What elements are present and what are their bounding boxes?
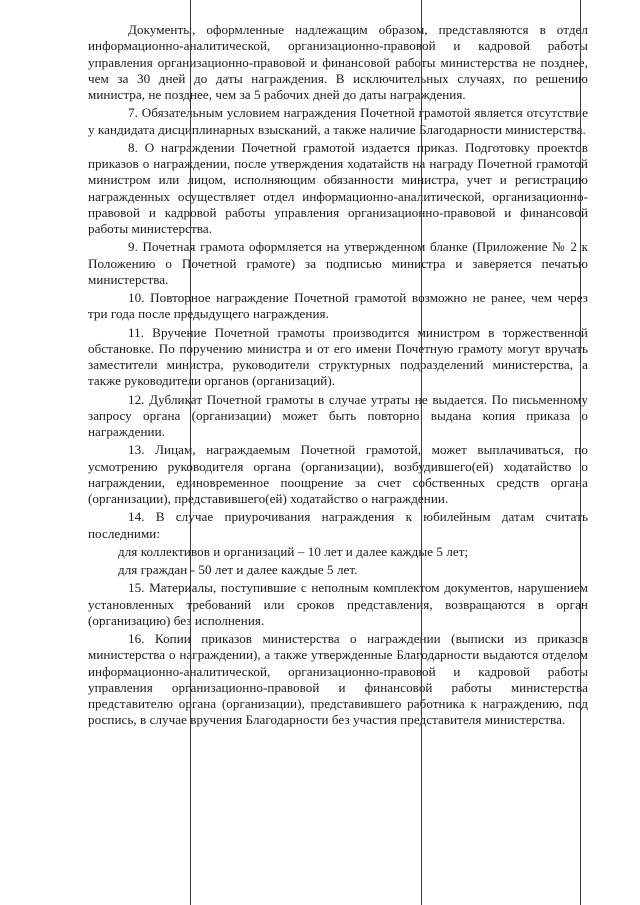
paragraph-8: 8. О награждении Почетной грамотой издается приказ. Подготовку проектов приказов о награждении, после утверждения ходатайств на награду Почетной грамотой министром или лицом, исполняющим обязанности министра, учет и регистрацию награжденных осуществляет отдел информационно-аналитической, организационно-правовой и кадровой работы управления организационно-правовой и финансовой работы министерства. <box>88 139 588 236</box>
scan-fold-line-left <box>190 0 191 905</box>
paragraph-7: 7. Обязательным условием награждения Почетной грамотой является отсутствие у кандидата дисциплинарных взысканий, а также наличие Благодарности министерства. <box>88 105 588 137</box>
paragraph-12: 12. Дубликат Почетной грамоты в случае утраты не выдается. По письменному запросу органа (организации) может быть повторно выдана копия приказа о награждении. <box>88 391 588 439</box>
paragraph-9: 9. Почетная грамота оформляется на утвержденном бланке (Приложение № 2 к Положению о Почетной грамоте) за подписью министра и заверяется печатью министерства. <box>88 239 588 287</box>
paragraph-14: 14. В случае приурочивания награждения к юбилейным датам считать последними: <box>88 509 588 541</box>
paragraph-16: 16. Копии приказов министерства о награждении (выписки из приказов министерства о награждении), а также утвержденные Благодарности выдаются отделом информационно-аналитической, организационно-правовой и кадровой работы управления организационно-правовой и финансовой работы министерства представителю органа (организации), представившего работника к награждению, под роспись, в случае вручения Благодарности без участия представителя министерства. <box>88 631 588 728</box>
scan-fold-line-middle <box>421 0 422 905</box>
paragraph-13: 13. Лицам, награждаемым Почетной грамотой, может выплачиваться, по усмотрению руководителя органа (организации), возбудившего(ей) ходатайство о награждении, единовременное поощрение за счет собственных средств органа (организации), представившего(ей) ходатайство о награждении. <box>88 442 588 506</box>
paragraph-10: 10. Повторное награждение Почетной грамотой возможно не ранее, чем через три года после предыдущего награждения. <box>88 290 588 322</box>
list-item-collectives: для коллективов и организаций – 10 лет и далее каждые 5 лет; <box>118 543 469 559</box>
list-item-citizens: для граждан - 50 лет и далее каждые 5 лет. <box>118 562 358 577</box>
paragraph-11: 11. Вручение Почетной грамоты производится министром в торжественной обстановке. По поручению министра и от его имени Почетную грамоту могут вручать заместители министра, руководители структурных подразделений министерства, а также руководители органов (организаций). <box>88 324 588 389</box>
paragraph-submission-deadline: Документы, оформленные надлежащим образом, представляются в отдел информационно-аналитической, организационно-правовой и кадровой работы управления организационно-правовой и финансовой работы министерства не позднее, чем за 30 дней до даты награждения. В исключительных случаях, по решению министра, не позднее, чем за 5 рабочих дней до даты награждения. <box>88 22 588 102</box>
paragraph-15: 15. Материалы, поступившие с неполным комплектом документов, нарушением установленных требований или сроков представления, возвращаются в орган (организацию) без исполнения. <box>88 580 588 628</box>
document-body <box>88 22 588 729</box>
scan-fold-line-right <box>580 0 581 905</box>
